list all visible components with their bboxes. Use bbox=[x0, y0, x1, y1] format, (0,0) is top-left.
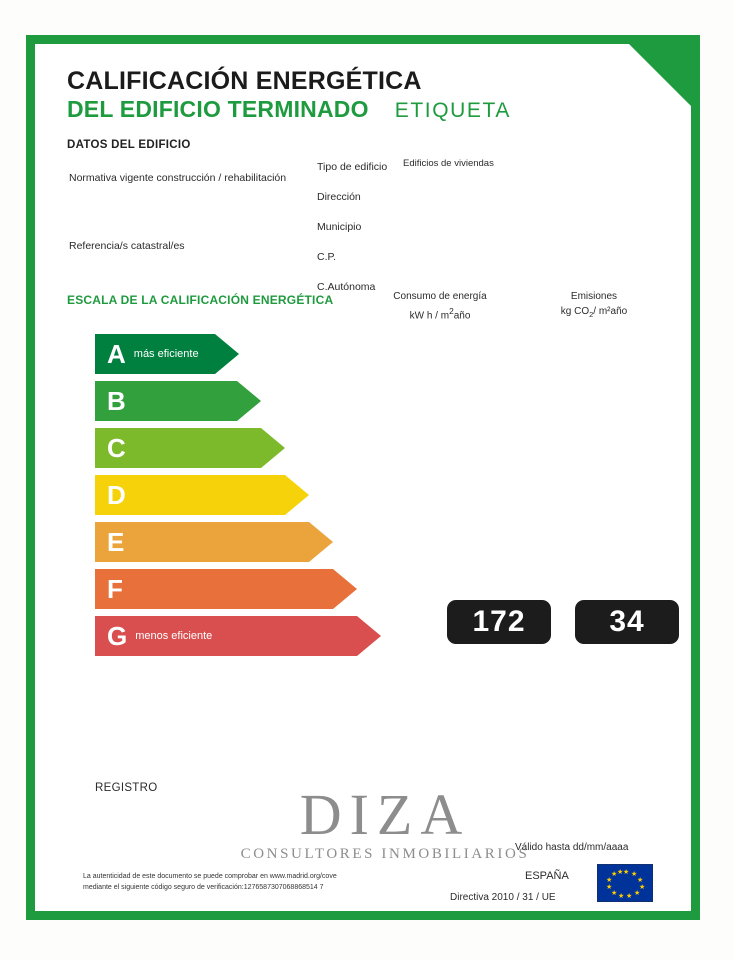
field-label: C.Autónoma bbox=[317, 281, 376, 294]
emissions-value: 34 bbox=[575, 600, 679, 644]
valid-until-text: Válido hasta dd/mm/aaaa bbox=[515, 842, 629, 853]
band-letter: B bbox=[107, 386, 126, 416]
band-arrow bbox=[237, 381, 261, 421]
field-direccion bbox=[317, 191, 647, 221]
unit-subtitle: kg $CO_2/$ m²año bbox=[560, 305, 628, 319]
rating-band-a bbox=[95, 334, 381, 374]
band-arrow bbox=[285, 475, 309, 515]
rating-band-c bbox=[95, 428, 381, 468]
country-label: ESPAÑA bbox=[525, 870, 569, 882]
unit-title: Consumo de energía bbox=[393, 291, 487, 302]
verification-line-1: La autenticidad de este documento se puede comprobar en www.madrid.org/cove bbox=[83, 873, 337, 880]
band-letter: C bbox=[107, 433, 126, 463]
unit-subtitle: kW h / $m^2año$ bbox=[409, 305, 471, 321]
field-label: C.P. bbox=[317, 251, 337, 264]
watermark-brand: DIZA bbox=[299, 782, 471, 847]
band-arrow bbox=[215, 334, 239, 374]
rating-band-b bbox=[95, 381, 381, 421]
normativa-label: Normativa vigente construcción / rehabilitación bbox=[69, 172, 287, 185]
page-subtitle: DEL EDIFICIO TERMINADO bbox=[67, 96, 369, 123]
field-label: Municipio bbox=[317, 221, 362, 234]
field-value: Edificios de viviendas bbox=[403, 158, 494, 170]
rating-band-d bbox=[95, 475, 381, 515]
field-cp bbox=[317, 251, 647, 281]
field-municipio bbox=[317, 221, 647, 251]
band-arrow bbox=[333, 569, 357, 609]
rating-band-f bbox=[95, 569, 381, 609]
directive-label: Directiva 2010 / 31 / UE bbox=[450, 892, 556, 903]
unit-energy-consumption bbox=[380, 290, 500, 323]
referencia-catastral-label: Referencia/s catastral/es bbox=[69, 240, 185, 253]
band-arrow bbox=[357, 616, 381, 656]
band-arrow bbox=[261, 428, 285, 468]
band-letter: G bbox=[107, 621, 128, 651]
watermark-tagline: CONSULTORES INMOBILIARIOS bbox=[240, 846, 530, 862]
band-letter: D bbox=[107, 480, 126, 510]
units-header bbox=[380, 290, 680, 323]
unit-emissions bbox=[534, 290, 654, 323]
band-letter: A bbox=[107, 339, 126, 369]
band-letter: E bbox=[107, 527, 125, 557]
building-fields bbox=[317, 158, 647, 311]
eu-flag-icon: ★ ★ ★ ★ ★ ★ ★ ★ ★ ★ ★ ★ bbox=[597, 864, 653, 902]
rating-band-e bbox=[95, 522, 381, 562]
building-data-heading: DATOS DEL EDIFICIO bbox=[67, 139, 191, 152]
etiqueta-label: ETIQUETA bbox=[394, 99, 511, 123]
band-note: más eficiente bbox=[133, 348, 199, 360]
field-label: Dirección bbox=[317, 191, 361, 204]
band-letter: F bbox=[107, 574, 123, 604]
verification-line-2: mediante el siguiente código seguro de verificación:1276587307068868514 7 bbox=[83, 883, 324, 891]
energy-consumption-value: 172 bbox=[447, 600, 551, 644]
title-subrow bbox=[67, 96, 661, 123]
scale-heading: ESCALA DE LA CALIFICACIÓN ENERGÉTICA bbox=[67, 293, 334, 308]
band-note: menos eficiente bbox=[135, 630, 213, 642]
rating-band-g bbox=[95, 616, 381, 656]
unit-title: Emisiones bbox=[570, 291, 618, 302]
field-tipo-edificio bbox=[317, 158, 647, 191]
certificate-frame bbox=[26, 35, 700, 920]
band-arrow bbox=[309, 522, 333, 562]
building-data-block bbox=[67, 158, 661, 294]
energy-rating-scale bbox=[95, 334, 381, 663]
verification-note bbox=[83, 872, 413, 893]
field-label: Tipo de edificio bbox=[317, 161, 388, 174]
registro-label: REGISTRO bbox=[95, 782, 158, 794]
page-title: CALIFICACIÓN ENERGÉTICA bbox=[67, 67, 422, 95]
